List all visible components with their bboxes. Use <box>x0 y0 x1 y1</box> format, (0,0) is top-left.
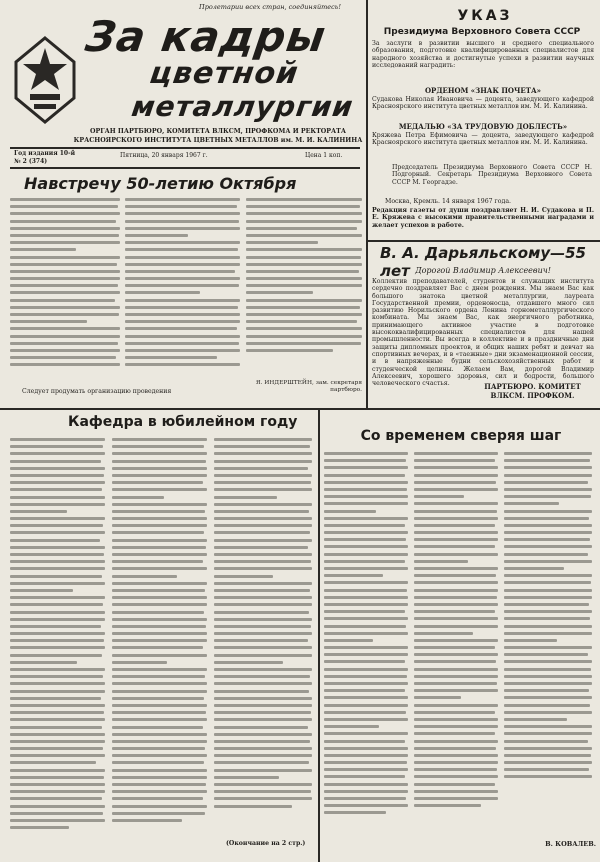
article-october-title: Навстречу 50-летию Октября <box>24 174 297 193</box>
article-sessions-col2 <box>414 452 498 852</box>
issue-date: Пятница, 20 января 1967 г. <box>120 152 208 159</box>
decree-person2: Кряжева Петра Ефимовича — доцента, заведующего кафедрой Красноярского института цветных металлов им. М. И. Калинина. <box>372 132 594 147</box>
article-october-col3 <box>246 198 362 374</box>
issue-number: № 2 (374) <box>14 158 48 165</box>
birthday-greeting: Дорогой Владимир Алексеевич! <box>415 266 551 275</box>
decree-congrats: Редакция газеты от души поздравляет Н. И. Судакова и П. Е. Кряжева с высокими правительственными наградами и желает успехов в работе. <box>372 207 594 229</box>
article-department-continued: (Окончание на 2 стр.) <box>226 840 306 847</box>
decree-subheading: Президиума Верховного Совета СССР <box>383 27 581 37</box>
birthday-title: В. А. Дарьяльскому—55 лет <box>380 244 586 280</box>
birthday-body: Коллектив преподавателей, студентов и служащих института сердечно поздравляет Вас с днем рождения. Мы знаем Вас как большого знатока цветной металлургии, лауреата Государственной премии, орденоносца, отдавшего много сил развитию Норильского ордена Ленина горнометаллургического комбината. Мы знаем Вас, как энергичного работника, принимающего активное участие в подготовке высококвалифицированных специалистов для нашей промышленности. Вы всегда в коллективе и в праздничные дни защиты дипломных проектов, и общих наших ребят и девчат на спортивных вечерах, и в «таежные» дни экзаменационной сессии, и в напряженные будни сельскохозяйственных работ и студенческой целины. Желаем Вам, дорогой Владимир Алексеевич, хорошего здоровья, сил и бодрости, большого человеческого счастья. <box>372 278 594 388</box>
article-department-col1 <box>10 438 105 850</box>
decree-order1: ОРДЕНОМ «ЗНАК ПОЧЕТА» <box>424 86 542 95</box>
article-department-col2 <box>112 438 207 850</box>
masthead-title-line2: цветной <box>147 56 301 91</box>
masthead-organ-line1: ОРГАН ПАРТБЮРО, КОМИТЕТА ВЛКСМ, ПРОФКОМА И РЕКТОРАТА <box>90 128 346 135</box>
decree-heading: УКАЗ <box>457 8 513 24</box>
article-october-signature: Я. ИНДЕРШТЕЙН, зам. секретаря партбюро. <box>255 380 362 393</box>
masthead-title-line3: металлургии <box>129 90 356 123</box>
issue-year: Год издания 10-й <box>14 150 76 157</box>
article-sessions-col1 <box>324 452 408 852</box>
decree-order2: МЕДАЛЬЮ «ЗА ТРУДОВУЮ ДОБЛЕСТЬ» <box>398 122 568 131</box>
birthday-signature: ПАРТБЮРО. КОМИТЕТ ВЛКСМ. ПРОФКОМ. <box>484 382 581 400</box>
issue-price: Цена 1 коп. <box>305 152 343 159</box>
article-department-col3 <box>214 438 312 830</box>
article-sessions-col3 <box>504 452 592 832</box>
article-sessions-title: Со временем сверяя шаг <box>360 428 562 444</box>
article-sessions-signature: В. КОВАЛЕВ. <box>545 840 596 848</box>
decree-place-date: Москва, Кремль. 14 января 1967 года. <box>385 198 511 205</box>
masthead-organ-line2: КРАСНОЯРСКОГО ИНСТИТУТА ЦВЕТНЫХ МЕТАЛЛОВ им. М. И. КАЛИНИНА <box>73 137 363 144</box>
article-october-footer: Следует продумать организацию проведения <box>22 388 172 395</box>
decree-intro: За заслуги в развитии высшего и среднего специального образования, подготовке квалифицированных специалистов для народного хозяйства и достигнутые успехи в развитии научных исследований наградить: <box>372 40 594 69</box>
masthead-slogan: Пролетарии всех стран, соединяйтесь! <box>199 3 341 11</box>
masthead-title-line1: За кадры <box>82 12 330 61</box>
star-emblem-icon <box>10 34 80 126</box>
article-october-col1 <box>10 198 120 374</box>
decree-person1: Судакова Николая Ивановича — доцента, заведующего кафедрой Красноярского института цветных металлов им. М. И. Калинина. <box>372 96 594 111</box>
article-october-col2 <box>125 198 240 374</box>
decree-signature: Председатель Президиума Верховного Совета СССР Н. Подгорный. Секретарь Президиума Верховного Совета СССР М. Георгадзе. <box>392 164 592 186</box>
article-department-title: Кафедра в юбилейном году <box>68 414 298 430</box>
